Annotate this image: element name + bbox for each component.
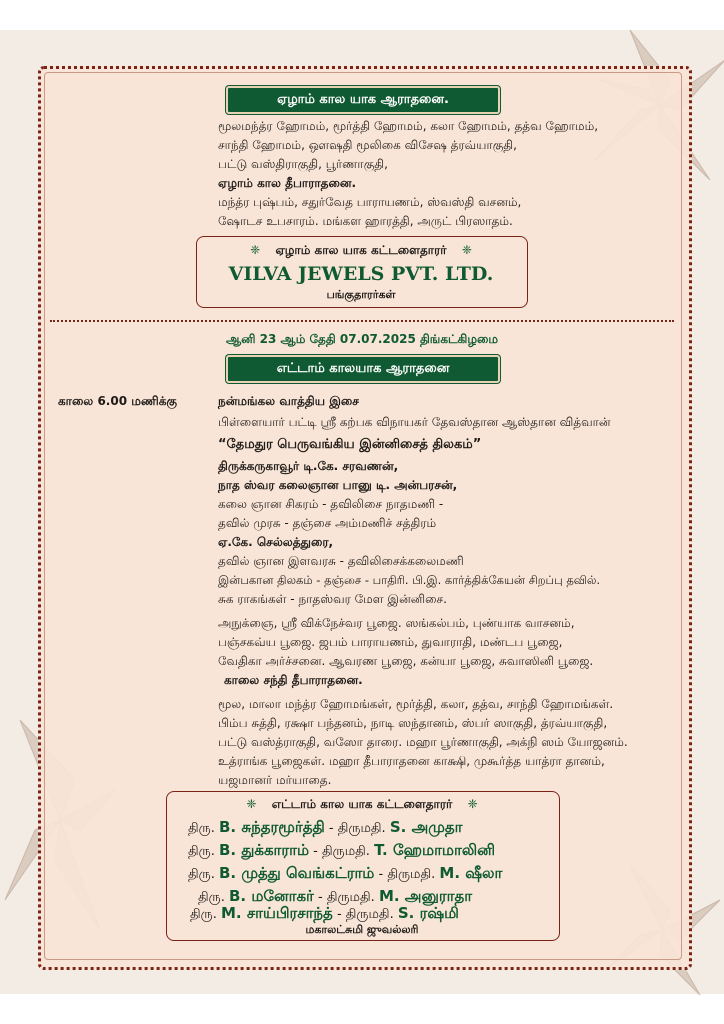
sponsor-sub: பங்குதாரர்கள் bbox=[326, 288, 396, 301]
donor-spouse-name: M. ஷீலா bbox=[439, 864, 503, 882]
section-8-line: திருக்கருகாவூர் டி.கே. சரவணன், bbox=[218, 459, 399, 473]
star-icon: ❈ bbox=[461, 243, 472, 257]
donor-row bbox=[188, 864, 502, 884]
star-icon: ❈ bbox=[246, 797, 257, 811]
donor-name: B. மனோகர் bbox=[228, 887, 314, 905]
donor-name: M. சாய்பிரசாந்த் bbox=[220, 904, 333, 922]
sponsor-name: VILVA JEWELS PVT. LTD. bbox=[228, 263, 494, 285]
section-8-line: தவில் முரசு - தஞ்சை அம்மணிச் சத்திரம் bbox=[218, 516, 437, 530]
section-8-line: “தேமதுர பெருவங்கிய இன்னிசைத் திலகம்” bbox=[218, 437, 482, 452]
section-8-line: பிம்ப சுத்தி, ரக்ஷா பந்தனம், நாடி ஸந்தானம், ஸ்பர் ஸாகுதி, த்ரவ்யாகுதி, bbox=[218, 716, 608, 730]
donor-row bbox=[190, 904, 459, 924]
time-label: காலை 6.00 மணிக்கு bbox=[58, 394, 177, 408]
section-8-title: எட்டாம் காலயாக ஆராதனை bbox=[226, 355, 500, 383]
section-8-line: பஞ்சகவ்ய பூஜை. ஜபம் பாராயணம், துவாராதி, மண்டப பூஜை, bbox=[218, 635, 563, 649]
donor-spouse-name: S. ரஷ்மி bbox=[397, 904, 459, 922]
section-8-line: வேதிகா அர்ச்சனை. ஆவரண பூஜை, கன்யா பூஜை, சுவாஸினி பூஜை. bbox=[218, 654, 594, 668]
section-8-sponsor-heading-row bbox=[166, 797, 558, 811]
donor-prefix: திரு. bbox=[188, 844, 215, 859]
section-8-line: பட்டு வஸ்த்ராகுதி, வஸோ தாரை. மஹா பூர்ணாகுதி, அக்நி ஸம் யோஜனம். bbox=[218, 735, 628, 749]
donor-name: B. முத்து வெங்கட்ராம் bbox=[218, 864, 375, 882]
section-7-line: பட்டு வஸ்திராகுதி, பூர்ணாகுதி, bbox=[218, 157, 388, 171]
section-7-title: ஏழாம் கால யாக ஆராதனை. bbox=[226, 86, 500, 114]
donor-prefix: திரு. bbox=[188, 867, 215, 882]
donor-spouse-prefix: - திருமதி. bbox=[318, 890, 375, 905]
donor-row bbox=[188, 818, 463, 838]
section-7-line: மந்த்ர புஷ்பம், சதுர்வேத பாராயணம், ஸ்வஸ்தி வசனம், bbox=[218, 195, 522, 209]
section-8-line: சுக ராகங்கள் - நாதஸ்வர மேள இன்னிசை. bbox=[218, 592, 447, 606]
section-8-line: கலை ஞான சிகரம் - தவிலிசை நாதமணி - bbox=[218, 497, 444, 511]
star-icon: ❈ bbox=[467, 797, 478, 811]
section-8-line: உத்ராங்க பூஜைகள். மஹா தீபாராதனை காக்ஷி, முகூர்த்த யாத்ரா தானம், bbox=[218, 754, 605, 768]
section-divider bbox=[50, 320, 674, 322]
donor-name: B. சுந்தரமூர்த்தி bbox=[218, 818, 325, 836]
section-8-line: பிள்ளையார் பட்டி ஸ்ரீ கற்பக விநாயகர் தேவஸ்தான ஆஸ்தான வித்வான் bbox=[218, 415, 611, 429]
donor-prefix: திரு. bbox=[188, 821, 215, 836]
section-8-line: யஜமானர் மர்யாதை. bbox=[218, 773, 332, 787]
section-8-line: காலை சந்தி தீபாராதனை. bbox=[224, 673, 363, 687]
section-7-line: மூலமந்த்ர ஹோமம், மூர்த்தி ஹோமம், கலா ஹோமம், தத்வ ஹோமம், bbox=[218, 119, 599, 133]
donor-row bbox=[188, 841, 495, 861]
section-7-line: சாந்தி ஹோமம், ஔஷதி மூலிகை விசேஷ த்ரவ்யாகுதி, bbox=[218, 138, 517, 152]
donor-prefix: திரு. bbox=[198, 890, 225, 905]
section-8-line: நன்மங்கல வாத்திய இசை bbox=[218, 394, 359, 408]
donor-spouse-name: M. அனுராதா bbox=[378, 887, 473, 905]
section-7-sponsor-heading-row bbox=[222, 243, 500, 257]
section-8-line: தவில் ஞான இளவரசு - தவிலிசைக்கலைமணி bbox=[218, 554, 464, 568]
donor-spouse-prefix: - திருமதி. bbox=[378, 867, 436, 882]
donor-name: B. துக்காராம் bbox=[218, 841, 310, 859]
sponsor-heading: எட்டாம் கால யாக கட்டளைதாரர் bbox=[271, 797, 453, 811]
date-line: ஆனி 23 ஆம் தேதி 07.07.2025 திங்கட்கிழமை bbox=[225, 332, 499, 346]
section-8-line: மூல, மாலா மந்த்ர ஹோமங்கள், மூர்த்தி, கலா, தத்வ, சாந்தி ஹோமங்கள். bbox=[218, 697, 614, 711]
donor-spouse-name: S. அமுதா bbox=[389, 818, 463, 836]
donor-spouse-prefix: - திருமதி. bbox=[313, 844, 370, 859]
section-8-line: ஏ.கே. செல்லத்துரை, bbox=[218, 535, 334, 549]
donor-spouse-prefix: - திருமதி. bbox=[336, 907, 394, 922]
section-8-line: இன்பகான திலகம் - தஞ்சை - பாதிரி. பி.இ. கார்த்திக்கேயன் சிறப்பு தவில். bbox=[218, 573, 601, 587]
section-8-line: அநுக்ஞை, ஸ்ரீ விக்நேச்வர பூஜை. ஸங்கல்பம், புண்யாக வாசனம், bbox=[218, 616, 575, 630]
donor-spouse-name: T. ஹேமாமாலினி bbox=[374, 841, 496, 859]
star-icon: ❈ bbox=[250, 243, 261, 257]
sponsor-sub: மகாலட்சுமி ஜுவல்லரி bbox=[305, 923, 419, 936]
donor-spouse-prefix: - திருமதி. bbox=[328, 821, 386, 836]
donor-prefix: திரு. bbox=[190, 907, 217, 922]
sponsor-heading: ஏழாம் கால யாக கட்டளைதாரர் bbox=[275, 243, 447, 257]
section-7-line: ஷோடச உபசாரம். மங்கள ஹாரத்தி, அருட் பிரஸாதம். bbox=[218, 214, 513, 228]
section-7-line: ஏழாம் கால தீபாராதனை. bbox=[218, 176, 357, 190]
section-8-line: நாத ஸ்வர கலைஞான பானு டி. அன்பரசன், bbox=[218, 478, 458, 492]
